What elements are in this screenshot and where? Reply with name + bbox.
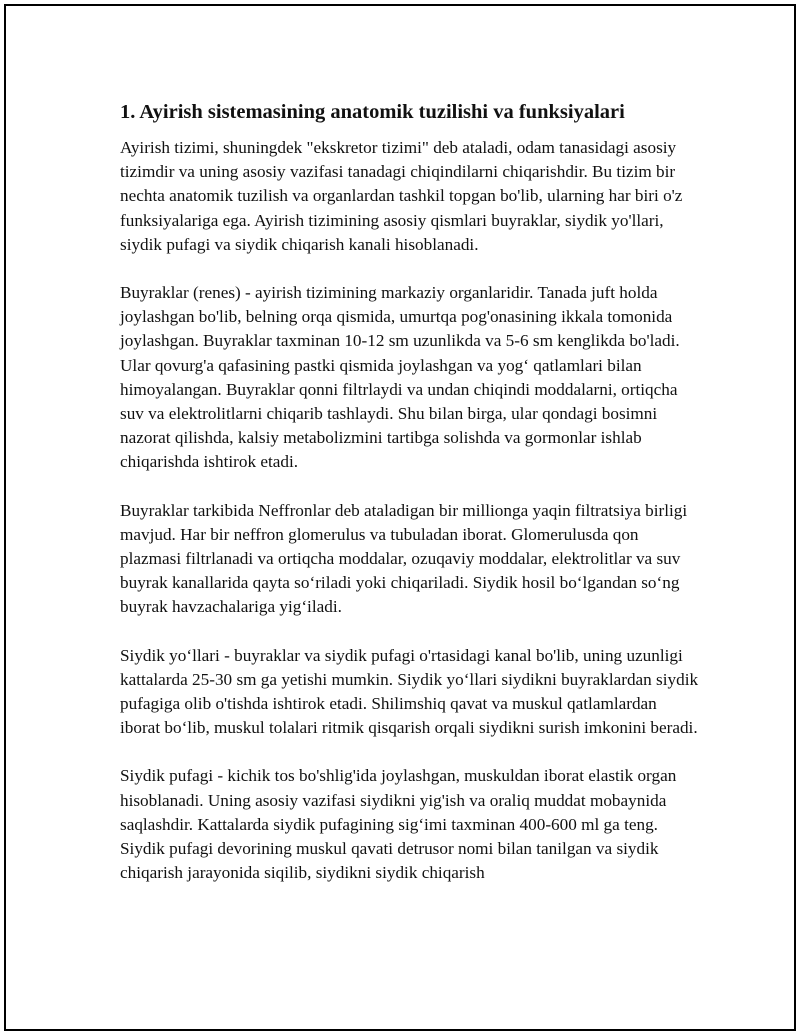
- paragraph-bladder: Siydik pufagi - kichik tos bo'shlig'ida joylashgan, muskuldan iborat elastik organ hisoblanadi. Uning asosiy vazifasi siydikni yig'ish va oraliq muddat mobaynida saqlashdir. Kattalarda siydik pufagining sig‘imi taxminan 400-600 ml ga teng. Siydik pufagi devorining muskul qavati detrusor nomi bilan tanilgan va siydik chiqarish jarayonida siqilib, siydikni siydik chiqarish: [120, 766, 677, 883]
- paragraph-ureters: Siydik yo‘llari - buyraklar va siydik pufagi o'rtasidagi kanal bo'lib, uning uzunligi kattalarda 25-30 sm ga yetishi mumkin. Siydik yo‘llari siydikni buyraklardan siydik pufagiga olib o'tishda ishtirok etadi. Shilimshiq qavat va muskul qatlamlardan iborat bo‘lib, muskul tolalari ritmik qisqarish orqali siydikni surish imkonini beradi.: [120, 645, 699, 738]
- paragraph-nephrons: Buyraklar tarkibida Neffronlar deb ataladigan bir millionga yaqin filtratsiya birligi mavjud. Har bir neffron glomerulus va tubuladan iborat. Glomerulusda qon plazmasi filtrlanadi va ortiqcha moddalar, ozuqaviy moddalar, elektrolitlar va suv buyrak kanallarida qayta so‘riladi yoki chiqariladi. Siydik hosil bo‘lgandan so‘ng buyrak havzachalariga yig‘iladi.: [120, 500, 688, 617]
- page: [4, 4, 796, 1031]
- paragraph-kidneys: Buyraklar (renes) - ayirish tizimining markaziy organlaridir. Tanada juft holda joylashgan bo'lib, belning orqa qismida, umurtqa pog'onasining ikkala tomonida joylashgan. Buyraklar taxminan 10-12 sm uzunlikda va 5-6 sm kenglikda bo'ladi. Ular qovurg'a qafasining pastki qismida joylashgan va yog‘ qatlamlari bilan himoyalangan. Buyraklar qonni filtrlaydi va undan chiqindi moddalarni, ortiqcha suv va elektrolitlarni chiqarib tashlaydi. Shu bilan birga, ular qondagi bosimni nazorat qilishda, kalsiy metabolizmini tartibga solishda va gormonlar ishlab chiqarishda ishtirok etadi.: [120, 283, 680, 472]
- paragraph-intro: Ayirish tizimi, shuningdek "ekskretor tizimi" deb ataladi, odam tanasidagi asosiy tizimdir va uning asosiy vazifasi tanadagi chiqindilarni chiqarishdir. Bu tizim bir nechta anatomik tuzilish va organlardan tashkil topgan bo'lib, ularning har biri o'z funksiyalariga ega. Ayirish tizimining asosiy qismlari buyraklar, siydik yo'llari, siydik pufagi va siydik chiqarish kanali hisoblanadi.: [120, 138, 683, 254]
- document-body: [120, 98, 700, 909]
- section-heading: 1. Ayirish sistemasining anatomik tuzilishi va funksiyalari: [120, 101, 625, 123]
